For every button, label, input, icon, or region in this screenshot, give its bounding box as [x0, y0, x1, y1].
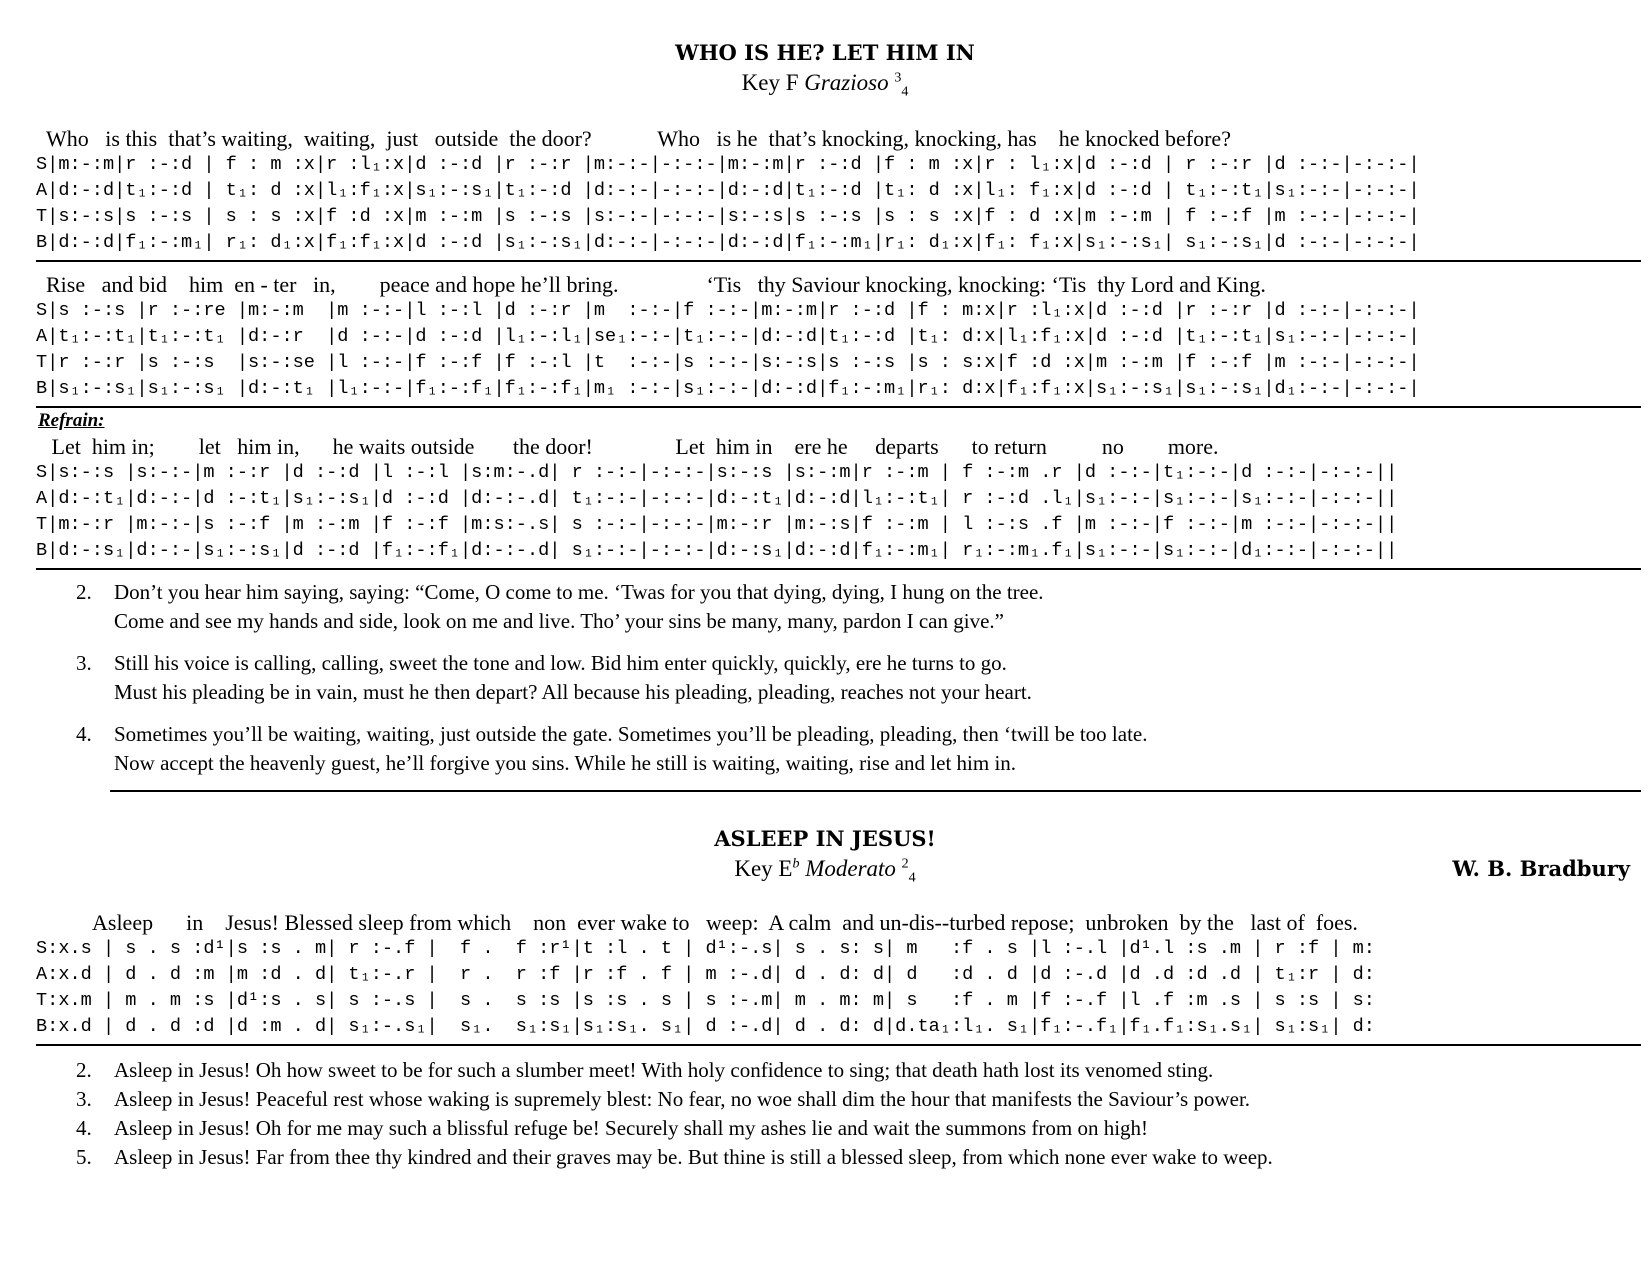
hymn1-key: Key F — [741, 70, 799, 95]
hymn1-key-line — [0, 70, 1650, 101]
hymn2-title: ASLEEP IN JESUS! — [714, 826, 936, 851]
soprano-line: S|s:-:s |s:-:-|m :-:r |d :-:d |l :-:l |s:m:-.d| r :-:-|-:-:-|s:-:s |s:-:m|r :-:m | f :-:m .r |d :-:-|t₁:-:-|d :-:-|-:-:-|| — [36, 462, 1398, 483]
verse-line: Asleep in Jesus! Oh for me may such a blissful refuge be! Securely shall my ashes lie and wait the summons from on high! — [114, 1116, 1149, 1140]
soprano-line: S|s :-:s |r :-:re |m:-:m |m :-:-|l :-:l |d :-:r |m :-:-|f :-:-|m:-:m|r :-:d |f : m:x|r :l₁:x|d :-:d |r :-:r |d :-:-|-:-:-| — [36, 300, 1420, 321]
system-divider — [36, 1044, 1641, 1046]
soprano-line: S|m:-:m|r :-:d | f : m :x|r :l₁:x|d :-:d |r :-:r |m:-:-|-:-:-|m:-:m|r :-:d |f : m :x|r : l₁:x|d :-:d | r :-:r |d :-:-|-:-:-| — [36, 154, 1420, 175]
hymn1-tempo: Grazioso — [804, 70, 889, 95]
bass-line: B|d:-:d|f₁:-:m₁| r₁: d₁:x|f₁:f₁:x|d :-:d |s₁:-:s₁|d:-:-|-:-:-|d:-:d|f₁:-:m₁|r₁: d₁:x|f₁: f₁:x|s₁:-:s₁| s₁:-:s₁|d :-:-|-:-:-| — [36, 232, 1420, 253]
verse-line: Asleep in Jesus! Far from thee thy kindred and their graves may be. But thine is still a blessed sleep, from which none ever wake to weep. — [114, 1145, 1273, 1169]
hymn1-system2-lyrics: Rise and bid him en - ter in, peace and hope he’ll bring. ‘Tis thy Saviour knocking, knocking: ‘Tis thy Lord and King. — [46, 272, 1266, 297]
verse-line: Asleep in Jesus! Oh how sweet to be for such a slumber meet! With holy confidence to sing; that death hath lost its venomed sting. — [114, 1058, 1214, 1082]
hymn1-time-bottom: 4 — [901, 84, 909, 100]
alto-line: A:x.d | d . d :m |m :d . d| t₁:-.r | r . r :f |r :f . f | m :-.d| d . d: d| d :d . d |d :-.d |d .d :d .d | t₁:r | d: — [36, 964, 1375, 985]
alto-line: A|t₁:-:t₁|t₁:-:t₁ |d:-:r |d :-:-|d :-:d |l₁:-:l₁|se₁:-:-|t₁:-:-|d:-:d|t₁:-:d |t₁: d:x|l₁:f₁:x|d :-:d |t₁:-:t₁|s₁:-:-|-:-:-| — [36, 326, 1420, 347]
system-divider — [36, 568, 1641, 570]
bass-line: B:x.d | d . d :d |d :m . d| s₁:-.s₁| s₁. s₁:s₁|s₁:s₁. s₁| d :-.d| d . d: d|d.ta₁:l₁. s₁|f₁:-.f₁|f₁.f₁:s₁.s₁| s₁:s₁| d: — [36, 1016, 1375, 1037]
tenor-line: T|m:-:r |m:-:-|s :-:f |m :-:m |f :-:f |m:s:-.s| s :-:-|-:-:-|m:-:r |m:-:s|f :-:m | l :-:s .f |m :-:-|f :-:-|m :-:-|-:-:-|| — [36, 514, 1398, 535]
hymn2-time-bottom: 4 — [908, 870, 916, 886]
system-divider — [36, 260, 1641, 262]
verse-number: 2. — [76, 580, 92, 604]
verse-line: Must his pleading be in vain, must he then depart? All because his pleading, pleading, reaches not your heart. — [114, 680, 1032, 704]
flat-sign: b — [792, 856, 800, 872]
hymn2-key-line — [0, 856, 1650, 887]
verse-number: 3. — [76, 1087, 92, 1111]
verse-3 — [76, 649, 1147, 707]
alto-line: A|d:-:t₁|d:-:-|d :-:t₁|s₁:-:s₁|d :-:d |d:-:-.d| t₁:-:-|-:-:-|d:-:t₁|d:-:d|l₁:-:t₁| r :-:d .l₁|s₁:-:-|s₁:-:-|s₁:-:-|-:-:-|| — [36, 488, 1398, 509]
verse-number: 3. — [76, 651, 92, 675]
bass-line: B|d:-:s₁|d:-:-|s₁:-:s₁|d :-:d |f₁:-:f₁|d:-:-.d| s₁:-:-|-:-:-|d:-:s₁|d:-:d|f₁:-:m₁| r₁:-:m₁.f₁|s₁:-:-|s₁:-:-|d₁:-:-|-:-:-|| — [36, 540, 1398, 561]
tenor-line: T|r :-:r |s :-:s |s:-:se |l :-:-|f :-:f |f :-:l |t :-:-|s :-:-|s:-:s|s :-:s |s : s:x|f :d :x|m :-:m |f :-:f |m :-:-|-:-:-| — [36, 352, 1420, 373]
refrain-label: Refrain: — [38, 410, 105, 431]
hymn1-refrain-parts — [36, 460, 1397, 564]
hymn2-tempo: Moderato — [805, 856, 896, 881]
verse-line: Asleep in Jesus! Peaceful rest whose waking is supremely blest: No fear, no woe shall dim the hour that manifests the Saviour’s power. — [114, 1087, 1251, 1111]
bass-line: B|s₁:-:s₁|s₁:-:s₁ |d:-:t₁ |l₁:-:-|f₁:-:f₁|f₁:-:f₁|m₁ :-:-|s₁:-:-|d:-:d|f₁:-:m₁|r₁: d:x|f₁:f₁:x|s₁:-:s₁|s₁:-:s₁|d₁:-:-|-:-:-| — [36, 378, 1420, 399]
verse-number: 2. — [76, 1058, 92, 1082]
verse-4 — [76, 720, 1147, 778]
hymn1-system1-lyrics: Who is this that’s waiting, waiting, just outside the door? Who is he that’s knocking, knocking, has he knocked before? — [46, 126, 1231, 151]
alto-line: A|d:-:d|t₁:-:d | t₁: d :x|l₁:f₁:x|s₁:-:s₁|t₁:-:d |d:-:-|-:-:-|d:-:d|t₁:-:d |t₁: d :x|l₁: f₁:x|d :-:d | t₁:-:t₁|s₁:-:-|-:-:-| — [36, 180, 1420, 201]
hymn1-time-top: 3 — [894, 70, 902, 86]
verse-line: Now accept the heavenly guest, he’ll forgive you sins. While he still is waiting, waiting, rise and let him in. — [114, 751, 1017, 775]
hymn2-key: Key E — [734, 856, 793, 881]
verse-2 — [76, 578, 1147, 636]
verse-3 — [76, 1085, 1273, 1114]
hymn1-system2-parts — [36, 298, 1420, 402]
verse-number: 5. — [76, 1145, 92, 1169]
verse-line: Don’t you hear him saying, saying: “Come, O come to me. ‘Twas for you that dying, dying, I hung on the tree. — [114, 580, 1044, 604]
verse-4 — [76, 1114, 1273, 1143]
system-divider — [36, 406, 1641, 408]
hymn1-title: WHO IS HE? LET HIM IN — [675, 40, 975, 65]
verse-line: Still his voice is calling, calling, sweet the tone and low. Bid him enter quickly, quickly, ere he turns to go. — [114, 651, 1007, 675]
hymn1-system1-parts — [36, 152, 1420, 256]
hymn2-lyrics: Asleep in Jesus! Blessed sleep from which non ever wake to weep: A calm and un-dis--turbed repose; unbroken by the last of foes. — [92, 910, 1358, 935]
hymn2-parts — [36, 936, 1375, 1040]
verse-number: 4. — [76, 722, 92, 746]
composer: W. B. Bradbury — [1452, 856, 1630, 881]
hymn-divider — [110, 790, 1641, 792]
hymn1-refrain-lyrics: Let him in; let him in, he waits outside the door! Let him in ere he departs to return no more. — [46, 434, 1219, 459]
tenor-line: T|s:-:s|s :-:s | s : s :x|f :d :x|m :-:m |s :-:s |s:-:-|-:-:-|s:-:s|s :-:s |s : s :x|f : d :x|m :-:m | f :-:f |m :-:-|-:-:-| — [36, 206, 1420, 227]
verse-line: Sometimes you’ll be waiting, waiting, just outside the gate. Sometimes you’ll be pleading, pleading, then ‘twill be too late. — [114, 722, 1148, 746]
verse-5 — [76, 1143, 1273, 1172]
hymn2-verses — [76, 1056, 1273, 1172]
verse-line: Come and see my hands and side, look on me and live. Tho’ your sins be many, many, pardon I can give.” — [114, 609, 1004, 633]
verse-2 — [76, 1056, 1273, 1085]
soprano-line: S:x.s | s . s :d¹|s :s . m| r :-.f | f . f :r¹|t :l . t | d¹:-.s| s . s: s| m :f . s |l :-.l |d¹.l :s .m | r :f | m: — [36, 938, 1375, 959]
hymn2-time-top: 2 — [901, 856, 909, 872]
verse-number: 4. — [76, 1116, 92, 1140]
tenor-line: T:x.m | m . m :s |d¹:s . s| s :-.s | s . s :s |s :s . s | s :-.m| m . m: m| s :f . m |f :-.f |l .f :m .s | s :s | s: — [36, 990, 1375, 1011]
hymn1-verses — [76, 578, 1147, 791]
